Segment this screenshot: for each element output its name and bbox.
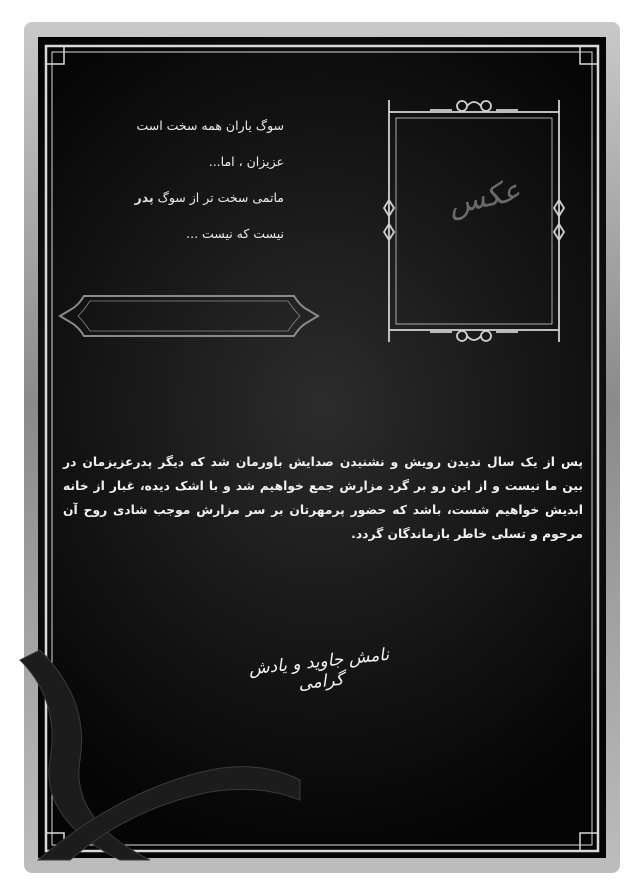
inner-border-inner-line bbox=[52, 52, 592, 845]
photo-placeholder-label: عکس bbox=[445, 172, 524, 223]
verse-line-3 bbox=[135, 190, 284, 205]
announcement-text: پس از یک سال ندیدن رویش و نشنیدن صدایش باورمان شد که دیگر پدرعزیزمان در بین ما نیست و از این رو بر گرد مزارش جمع خواهیم شد و با اشک دیده، غبار از خانه ابدیش خواهیم شست، باشد که حضور پرمهرتان بر سر مزارش موجب شادی روح آن مرحوم و تسلی خاطر بازماندگان گردد. bbox=[63, 455, 583, 541]
corner-notches bbox=[46, 46, 598, 851]
name-plaque bbox=[60, 296, 318, 336]
closing-calligraphy: نامش جاوید و یادش گرامی bbox=[247, 644, 391, 695]
verse-line-3-text: ماتمی سخت تر از سوگ bbox=[153, 190, 284, 205]
verse-line-2: عزیزان ، اما... bbox=[208, 154, 284, 169]
verse-emphasis: پدر bbox=[134, 190, 154, 205]
photo-frame bbox=[384, 100, 564, 342]
inner-border-outer-line bbox=[46, 46, 598, 851]
verse-line-4: نیست که نیست ... bbox=[186, 226, 284, 241]
verse-line-1: سوگ یاران همه سخت است bbox=[136, 118, 284, 133]
